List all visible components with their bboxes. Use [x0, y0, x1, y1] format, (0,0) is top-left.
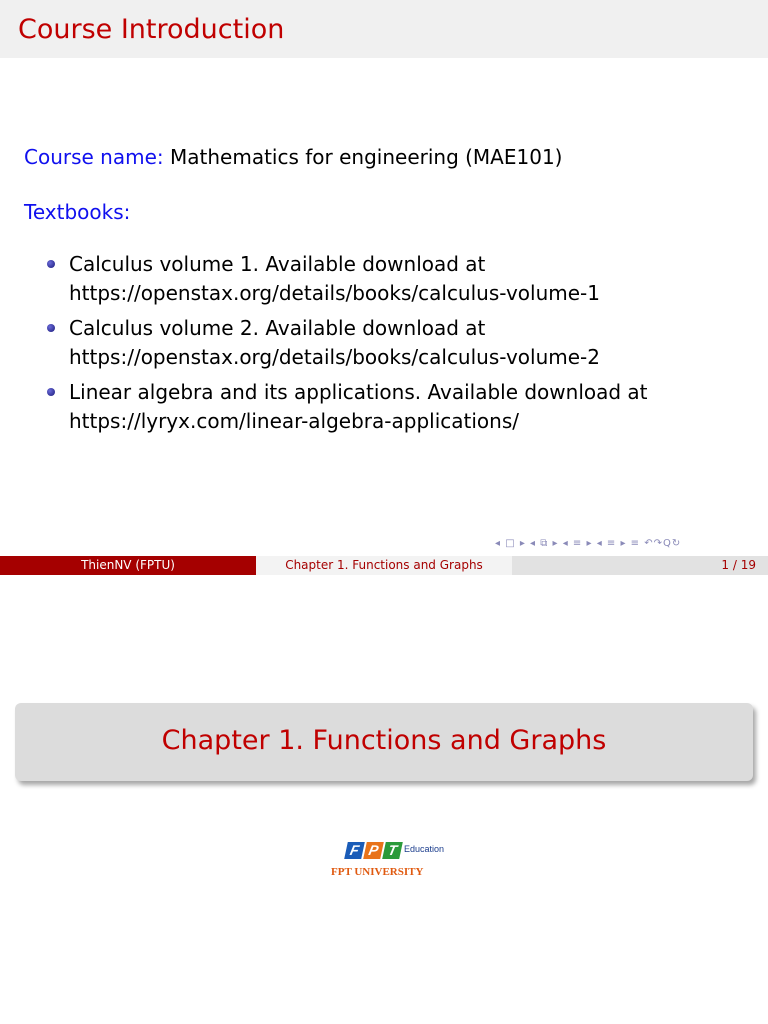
logo-university-text: FPT UNIVERSITY [331, 866, 424, 878]
bullet-icon [47, 324, 55, 332]
chapter-title-box [15, 703, 753, 781]
footer-author: ThienNV (FPTU) [0, 556, 256, 575]
fpt-university-logo [330, 840, 445, 880]
textbook-title: Linear algebra and its applications. Available download at [69, 380, 648, 404]
page-number: 1 / 19 [721, 558, 756, 572]
logo-tile-p: P [363, 842, 384, 859]
footer-page-number [512, 556, 768, 575]
course-name-label: Course name: [24, 145, 164, 169]
bullet-icon [47, 260, 55, 268]
chapter-title: Chapter 1. Functions and Graphs [161, 725, 607, 756]
footer-chapter: Chapter 1. Functions and Graphs [256, 556, 512, 575]
textbook-url[interactable]: https://openstax.org/details/books/calculus-volume-1 [69, 281, 600, 305]
course-name-value: Mathematics for engineering (MAE101) [170, 145, 563, 169]
logo-tile-f: F [344, 842, 365, 859]
frame-title-bar [0, 0, 768, 58]
list-item [47, 378, 648, 436]
textbook-title: Calculus volume 1. Available download at [69, 252, 486, 276]
list-item [47, 250, 648, 308]
beamer-navigation-icons[interactable]: ◂ □ ▸ ◂ ⧉ ▸ ◂ ≡ ▸ ◂ ≡ ▸ ≡ ↶↷Q↻ [495, 538, 682, 549]
textbook-url[interactable]: https://openstax.org/details/books/calculus-volume-2 [69, 345, 600, 369]
bullet-icon [47, 388, 55, 396]
logo-tile-t: T [382, 842, 403, 859]
slide-title: Course Introduction [18, 14, 285, 45]
textbook-title: Calculus volume 2. Available download at [69, 316, 486, 340]
slide-chapter-title [0, 576, 768, 1024]
textbook-list [47, 250, 648, 442]
textbooks-line [24, 200, 130, 224]
footer-bar [0, 556, 768, 575]
course-name-line [24, 145, 562, 169]
textbook-url[interactable]: https://lyryx.com/linear-algebra-applications/ [69, 409, 519, 433]
logo-education-text: Education [404, 844, 445, 854]
list-item [47, 314, 648, 372]
textbooks-label: Textbooks: [24, 200, 131, 224]
